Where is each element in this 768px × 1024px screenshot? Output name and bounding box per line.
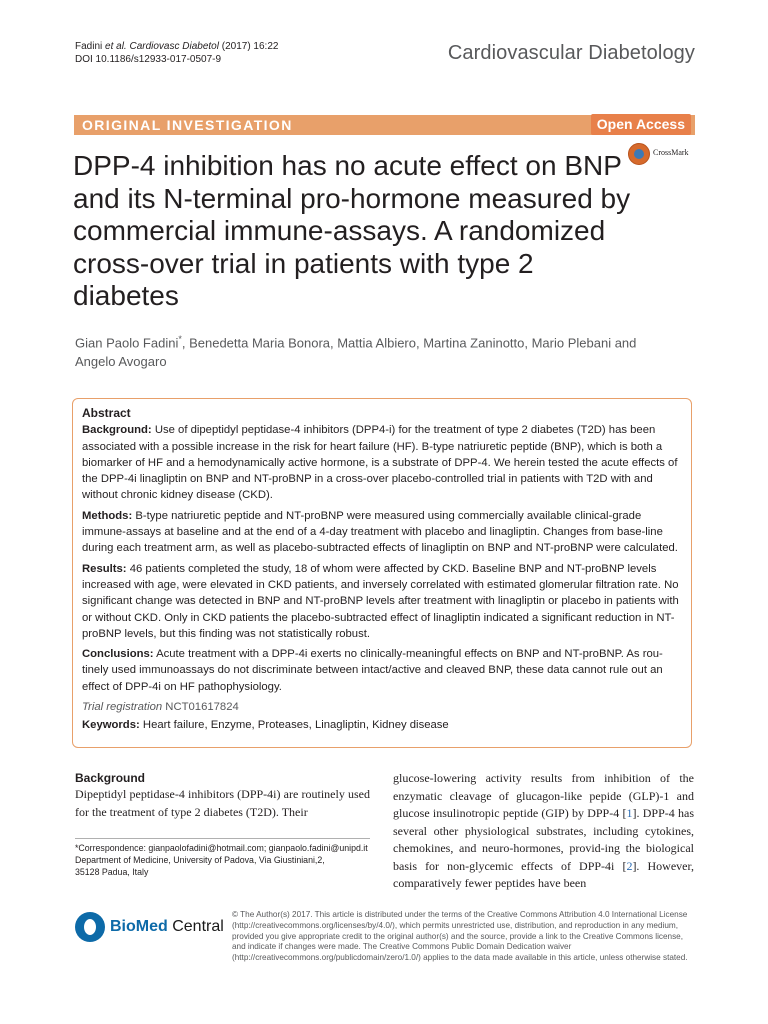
citation-journal-abbrev: et al. Cardiovasc Diabetol [105, 41, 219, 52]
trial-registration [82, 699, 684, 715]
author-corresponding[interactable]: Gian Paolo Fadini [75, 335, 179, 351]
keywords-label: Keywords: [82, 719, 140, 732]
biomed-central-logo-icon [75, 912, 105, 942]
abstract-conclusions [82, 646, 684, 695]
journal-name: Cardiovascular Diabetology [447, 42, 695, 64]
trial-registration-label: Trial registration [82, 701, 163, 714]
article-type-label: ORIGINAL INVESTIGATION [82, 117, 293, 133]
keywords [82, 717, 684, 733]
body-text-part-2: ]. DPP-4 has several other physiological substrates, including cytokines, chemokines, and neuro-hormones, provid-ing the biological basis for non-glycemic effects of DPP-4i [ [393, 806, 694, 873]
citation-line [75, 40, 278, 53]
abstract-background [82, 422, 684, 503]
doi[interactable]: DOI 10.1186/s12933-017-0507-9 [75, 54, 222, 65]
open-access-badge[interactable]: Open Access [591, 114, 691, 135]
trial-registration-id: NCT01617824 [162, 701, 239, 714]
biomed-central-wordmark: BioMed Central [110, 918, 224, 935]
abstract-background-text: Use of dipeptidyl peptidase-4 inhibitors (DPP4-i) for the treatment of type 2 diabetes (T2D) has been associated with a possible increase in the risk for heart failure (HF). B-type natriuretic peptide (BNP), which is both a biomarker of HF and a hemodynamically active hormone, is a substrate of DPP-4. We herein tested the acute effects of the DPP-4i linagliptin on BNP and NT-proBNP in a cross-over placebo-controlled trial in patients with T2D with and without chronic kidney disease (CKD). [82, 424, 678, 502]
affiliation-line-2: 35128 Padua, Italy [75, 867, 149, 878]
abstract [82, 405, 684, 738]
crossmark-button[interactable] [628, 143, 688, 165]
abstract-conclusions-text: Acute treatment with a DPP-4i exerts no clinically-meaningful effects on BNP and NT-proBNP. As rou-tinely used immunoassays do not discriminate between intact/active and cleaved BNP, these data cannot rule out an effect of DPP-4i on HF pathophysiology. [82, 648, 663, 693]
crossmark-label: CrossMark [653, 148, 689, 157]
affiliation-line-1: Department of Medicine, University of Padova, Via Giustiniani,2, [75, 855, 325, 866]
section-heading-background: Background [75, 771, 146, 785]
citation [75, 40, 278, 66]
author-others: , Benedetta Maria Bonora, Mattia Albiero, Martina Zaninotto, Mario Plebani and Angelo Avogaro [75, 335, 637, 370]
correspondence[interactable]: *Correspondence: gianpaolofadini@hotmail.com; gianpaolo.fadini@unipd.it [75, 843, 368, 853]
abstract-methods-label: Methods: [82, 509, 133, 522]
abstract-results-label: Results: [82, 562, 127, 575]
citation-year: (2017) 16:22 [218, 41, 279, 52]
body-text-part-1: glucose-lowering activity results from inhibition of the enzymatic cleavage of glucagon-like pepide (GLP)-1 and glucose insulinotropic peptide (GIP) by DPP-4 [ [393, 771, 694, 820]
license-notice: © The Author(s) 2017. This article is distributed under the terms of the Creative Commons Attribution 4.0 International License (http://creativecommons.org/licenses/by/4.0/), which permits unrestricted use, distribution, and reproduction in any medium, provided you give appropriate credit to the original author(s) and the source, provide a link to the Creative Commons license, and indicate if changes were made. The Creative Commons Public Domain Dedication waiver (http://creativecommons.org/publicdomain/zero/1.0/) applies to the data made available in this article, unless otherwise stated. [232, 910, 688, 963]
abstract-methods [82, 508, 684, 557]
corresponding-mark[interactable]: * [178, 334, 182, 344]
footnote-divider [75, 838, 370, 839]
reference-link-1[interactable]: 1 [626, 806, 633, 820]
footnote [75, 842, 370, 879]
abstract-conclusions-label: Conclusions: [82, 648, 154, 661]
body-right-column [393, 770, 694, 893]
body-text-part-3: ]. However, comparatively fewer peptides have been [393, 858, 694, 890]
abstract-results-text: 46 patients completed the study, 18 of whom were affected by CKD. Baseline BNP and NT-proBNP levels increased with age, were elevated in CKD patients, and inversely correlated with estimated glomerular filtration rate. No significant change was detected in BNP and NT-proBNP levels after treatment with linagliptin or placebo in patients with or without CKD. Only in CKD patients the placebo-subtracted effect of linagliptin indicated a significant reduction in NT-proBNP levels, but this finding was not statistically robust. [82, 562, 679, 640]
reference-link-2[interactable]: 2 [626, 858, 633, 873]
biomed-central-logo [75, 908, 225, 948]
abstract-heading: Abstract [82, 406, 131, 420]
body-left-column [75, 770, 370, 821]
abstract-methods-text: B-type natriuretic peptide and NT-proBNP were measured using commercially available clinical-grade immune-assays at baseline and at the end of a 4-day treatment with placebo and linagliptin. Changes from base-line during each treatment arm, as well as placebo-subtracted effects of linagliptin on BNP and NT-proBNP were calculated. [82, 509, 678, 555]
body-paragraph-left: Dipeptidyl peptidase-4 inhibitors (DPP-4i) are routinely used for the treatment of type 2 diabetes (T2D). Their [75, 787, 370, 819]
citation-authors: Fadini [75, 41, 106, 52]
author-list [75, 330, 675, 371]
abstract-background-label: Background: [82, 424, 152, 437]
keywords-text: Heart failure, Enzyme, Proteases, Linagliptin, Kidney disease [142, 719, 449, 732]
article-title: DPP-4 inhibition has no acute effect on BNP and its N-terminal pro-hormone measured by commercial immune-assays. A randomized cross-over trial in patients with type 2 diabetes [73, 150, 631, 311]
abstract-results [82, 561, 684, 642]
